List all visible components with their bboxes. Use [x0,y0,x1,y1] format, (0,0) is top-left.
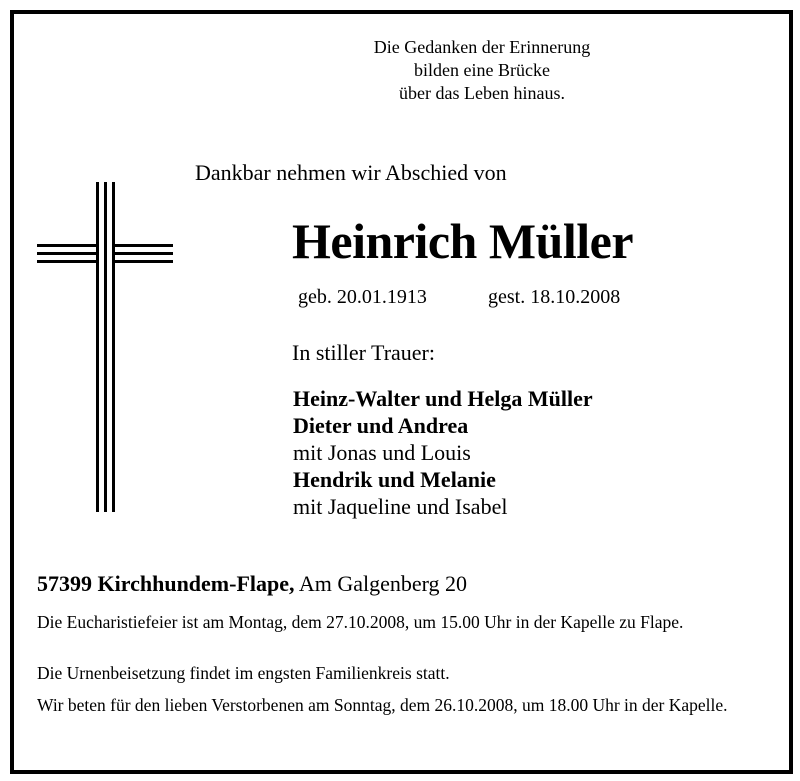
mourner-line: mit Jaqueline und Isabel [293,494,508,519]
motto-line: über das Leben hinaus. [399,83,565,103]
mass-notice: Die Eucharistiefeier ist am Montag, dem 27.10.2008, um 15.00 Uhr in der Kapelle zu Flape. [37,612,684,632]
motto [270,36,694,105]
mourner-list [293,385,593,520]
death-date: gest. 18.10.2008 [488,286,621,308]
mourning-heading: In stiller Trauer: [292,340,435,365]
address-place: 57399 Kirchhundem-Flape, [37,571,295,596]
motto-line: Die Gedanken der Erinnerung [373,37,591,57]
birth-date: geb. 20.01.1913 [298,286,427,308]
mourner-line: Heinz-Walter und Helga Müller [293,386,593,411]
address-street: Am Galgenberg 20 [298,571,468,596]
farewell-intro: Dankbar nehmen wir Abschied von [195,160,507,185]
deceased-name: Heinrich Müller [292,213,634,269]
prayer-notice: Wir beten für den lieben Verstorbenen am Sonntag, dem 26.10.2008, um 18.00 Uhr in der Kapelle. [37,695,728,715]
mourner-line: Dieter und Andrea [293,413,469,438]
burial-notice: Die Urnenbeisetzung findet im engsten Familienkreis statt. [37,663,450,683]
cross-icon [37,182,173,517]
motto-line: bilden eine Brücke [414,60,550,80]
family-address [37,571,467,597]
mourner-line: mit Jonas und Louis [293,440,471,465]
mourner-line: Hendrik und Melanie [293,467,496,492]
